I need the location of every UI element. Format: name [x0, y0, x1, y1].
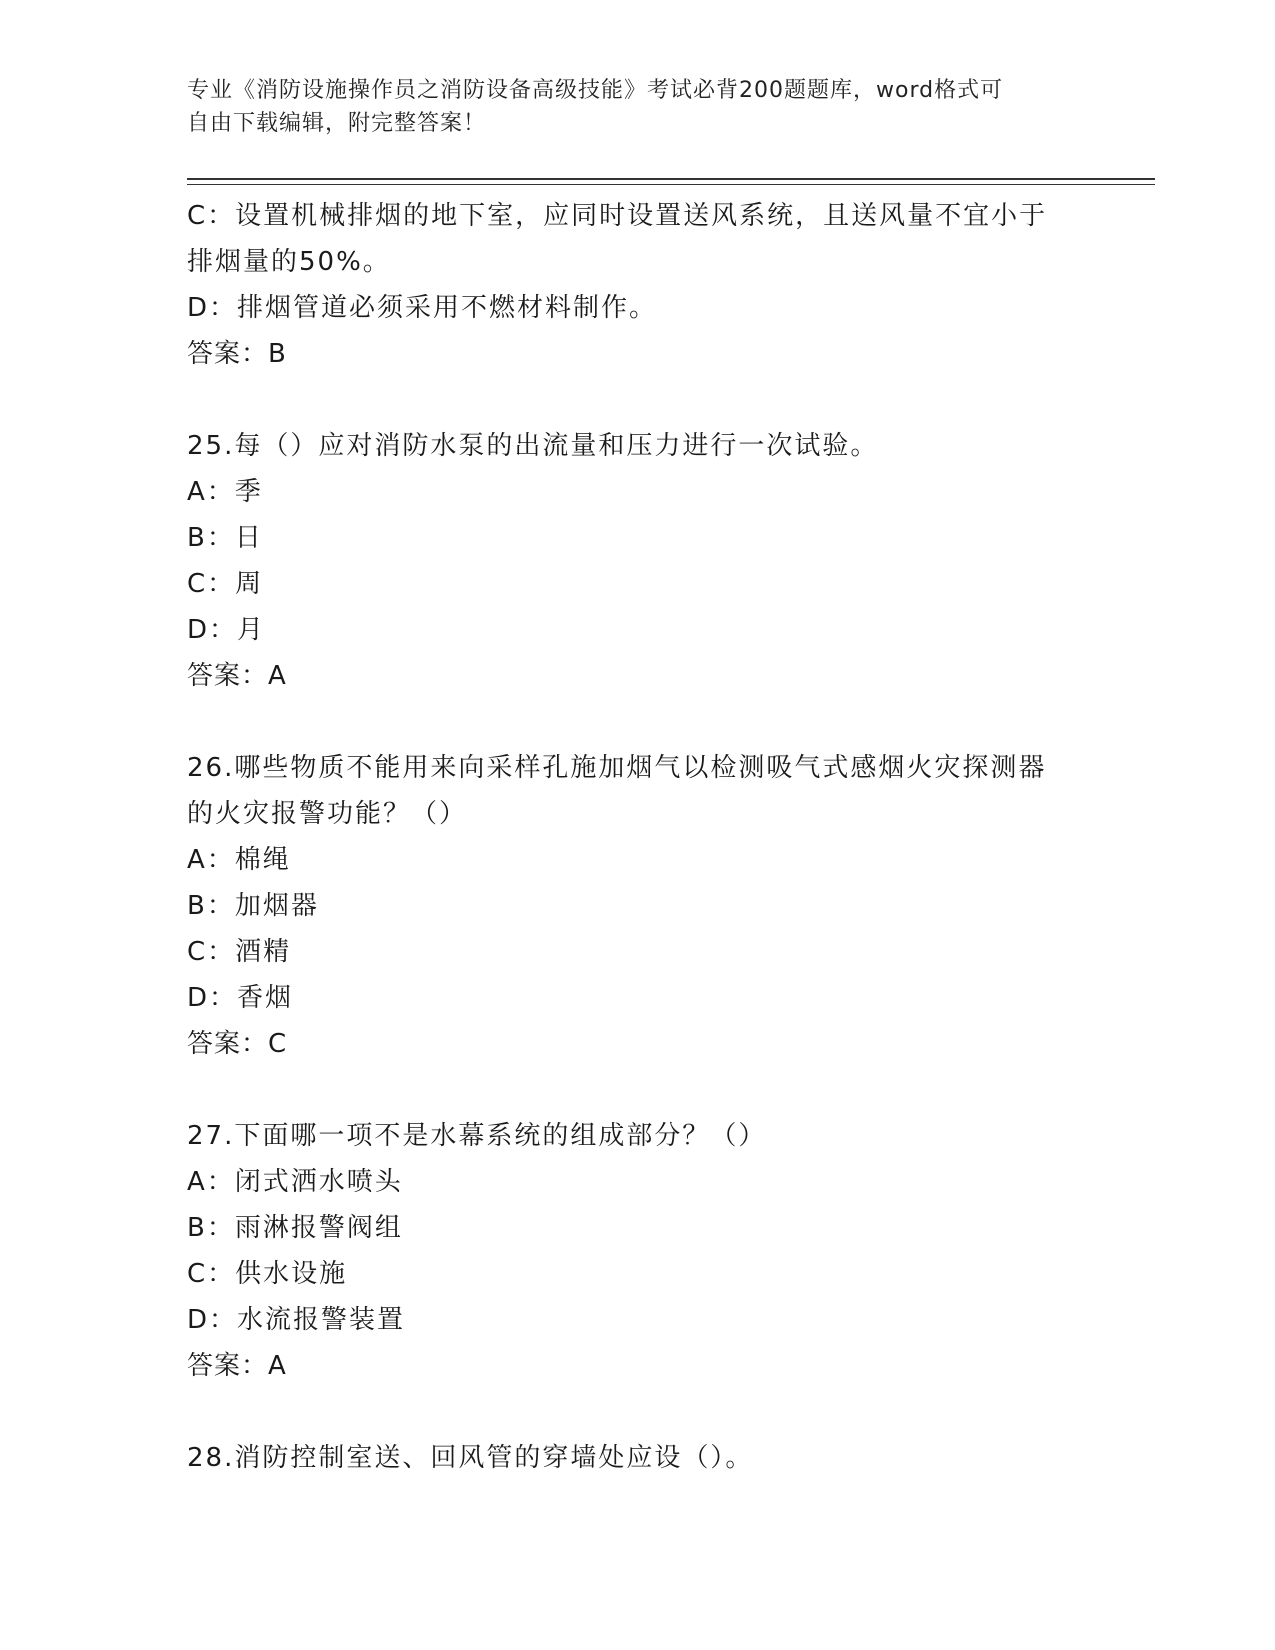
- option-d: D：水流报警装置: [187, 1305, 406, 1335]
- prev-question: [187, 193, 1087, 377]
- question-stem: 26.哪些物质不能用来向采样孔施加烟气以检测吸气式感烟火灾探测器: [187, 753, 1047, 783]
- answer: 答案：C: [187, 1029, 288, 1059]
- header-rule-thick: [187, 178, 1155, 180]
- option-a: A：闭式洒水喷头: [187, 1167, 403, 1197]
- option-d: D：香烟: [187, 983, 294, 1013]
- question-25: [187, 423, 1087, 699]
- option-c: C：酒精: [187, 937, 292, 967]
- question-stem: 25.每（）应对消防水泵的出流量和压力进行一次试验。: [187, 431, 879, 461]
- document-header: [187, 74, 1067, 140]
- question-28: [187, 1435, 1087, 1481]
- question-list: [187, 193, 1087, 1481]
- option-c-cont: 排烟量的50%。: [187, 247, 391, 277]
- option-c: C：设置机械排烟的地下室，应同时设置送风系统，且送风量不宜小于: [187, 201, 1048, 231]
- option-a: A：季: [187, 477, 263, 507]
- question-27: [187, 1113, 1087, 1389]
- option-b: B：日: [187, 523, 263, 553]
- question-26: [187, 745, 1087, 1067]
- header-line-1: 专业《消防设施操作员之消防设备高级技能》考试必背200题题库，word格式可: [187, 78, 1004, 103]
- question-stem: 28.消防控制室送、回风管的穿墙处应设（）。: [187, 1443, 754, 1473]
- answer: 答案：A: [187, 661, 287, 691]
- option-b: B：加烟器: [187, 891, 319, 921]
- option-d: D：月: [187, 615, 266, 645]
- question-stem-cont: 的火灾报警功能？（）: [187, 799, 468, 829]
- header-rule-thin: [187, 184, 1155, 185]
- header-line-2: 自由下载编辑，附完整答案！: [187, 111, 487, 136]
- question-stem: 27.下面哪一项不是水幕系统的组成部分？（）: [187, 1121, 767, 1151]
- option-d: D：排烟管道必须采用不燃材料制作。: [187, 293, 658, 323]
- answer: 答案：A: [187, 1351, 287, 1381]
- option-c: C：周: [187, 569, 264, 599]
- answer: 答案：B: [187, 339, 287, 369]
- option-b: B：雨淋报警阀组: [187, 1213, 403, 1243]
- option-a: A：棉绳: [187, 845, 291, 875]
- option-c: C：供水设施: [187, 1259, 348, 1289]
